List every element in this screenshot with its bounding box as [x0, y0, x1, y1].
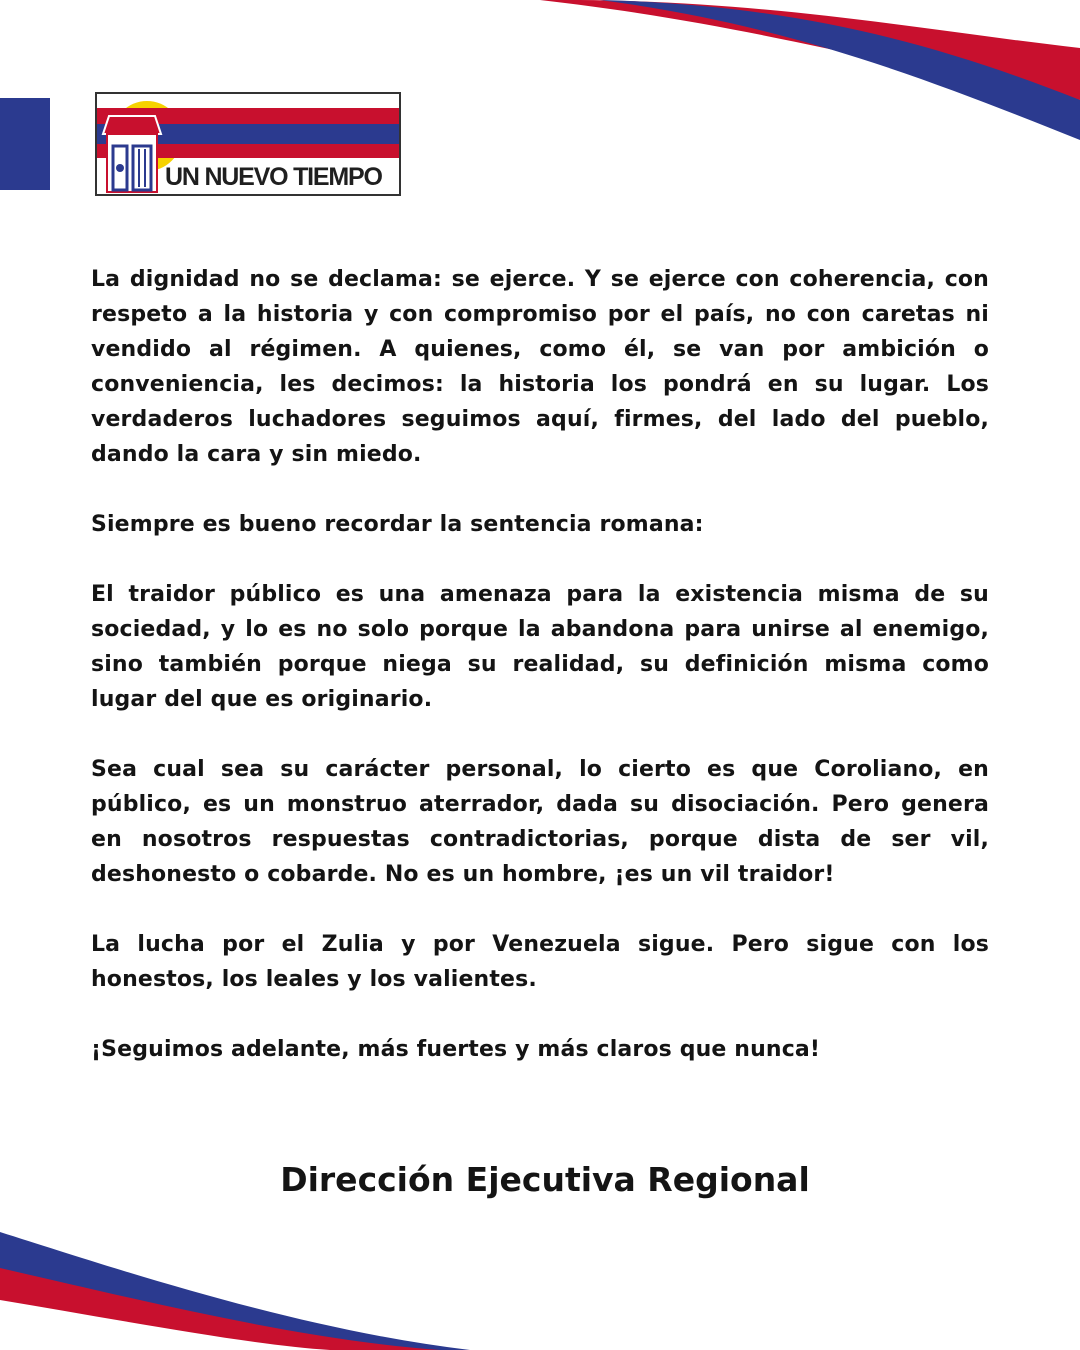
signature: Dirección Ejecutiva Regional	[280, 1160, 810, 1199]
paragraph: ¡Seguimos adelante, más fuertes y más claros que nunca!	[91, 1037, 821, 1062]
paragraph: Sea cual sea su carácter personal, lo cierto es que Coroliano, en público, es un monstruo aterrador, dada su disociación. Pero genera en nosotros respuestas contradictorias, porque dista de ser vil, deshonesto o cobarde. No es un hombre, ¡es un vil traidor!	[91, 757, 989, 887]
party-logo	[95, 92, 401, 196]
statement-body	[91, 262, 989, 1067]
logo-wordmark: UN NUEVO TIEMPO	[165, 163, 382, 191]
paragraph: La lucha por el Zulia y por Venezuela sigue. Pero sigue con los honestos, los leales y los valientes.	[91, 932, 989, 992]
paragraph: Siempre es bueno recordar la sentencia romana:	[91, 512, 704, 537]
paragraph: La dignidad no se declama: se ejerce. Y se ejerce con coherencia, con respeto a la historia y con compromiso por el país, no con caretas ni vendido al régimen. A quienes, como él, se van por ambición o conveniencia, les decimos: la historia los pondrá en su lugar. Los verdaderos luchadores seguimos aquí, firmes, del lado del pueblo, dando la cara y sin miedo.	[91, 267, 989, 467]
house-icon	[103, 116, 161, 192]
paragraph: El traidor público es una amenaza para la existencia misma de su sociedad, y lo es no solo porque la abandona para unirse al enemigo, sino también porque niega su realidad, su definición misma como lugar del que es originario.	[91, 582, 989, 712]
left-accent-bar	[0, 98, 50, 190]
